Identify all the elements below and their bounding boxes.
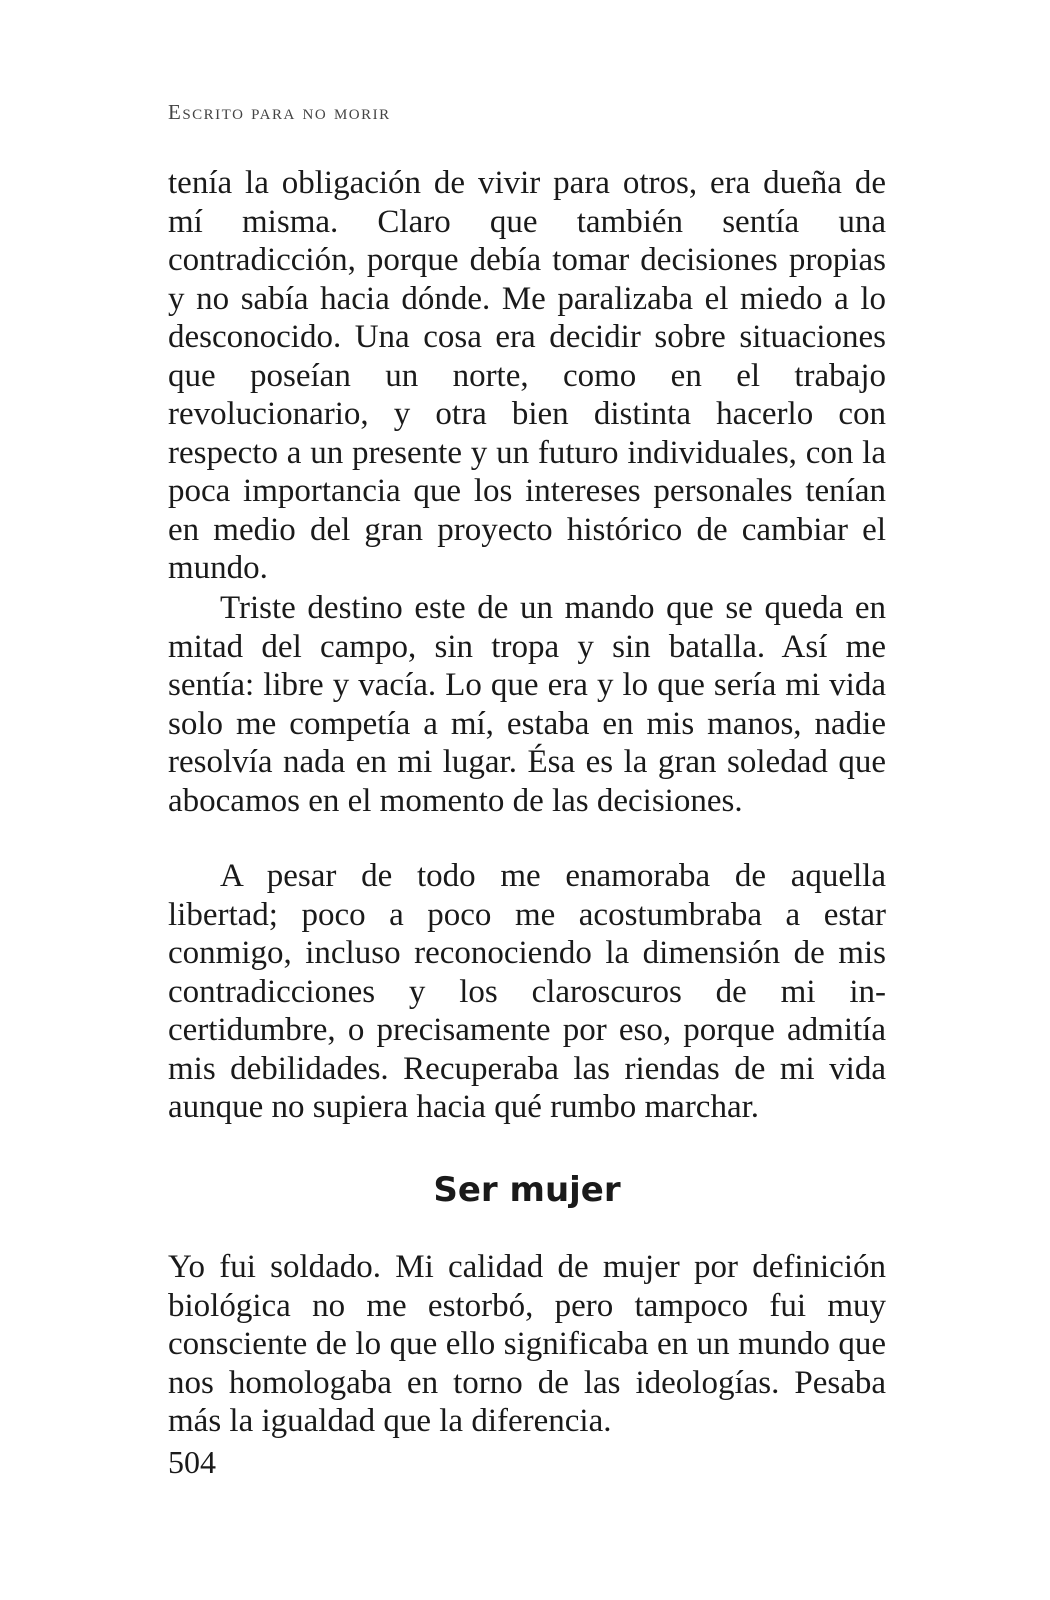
paragraph: Triste destino este de un mando que se queda en mitad del campo, sin tropa y sin batalla. Así me sentía: libre y vacía. Lo que era y lo que sería mi vida solo me competía a mí, estaba en mis manos, nadie resolvía nada en mi lugar. Ésa es la gran soledad que abocamos en el momento de las decisiones.	[168, 590, 886, 819]
paragraph: A pesar de todo me enamoraba de aquella libertad; poco a poco me acostumbraba a estar conmigo, incluso reconociendo la dimensión de mis contradicciones y los claroscuros de mi incertidumbre, o precisamente por eso, porque admitía mis debilidades. Recuperaba las riendas de mi vida aunque no supiera hacia qué rumbo marchar.	[168, 858, 886, 1125]
section-heading: Ser mujer	[433, 1170, 621, 1210]
paragraph: Yo fui soldado. Mi calidad de mujer por definición biológica no me estorbó, pero tampoco fui muy consciente de lo que ello significaba en un mundo que nos homologaba en torno de las ideologías. Pesaba más la igualdad que la diferencia.	[168, 1249, 886, 1439]
running-header: Escrito para no morir	[168, 100, 391, 124]
page-number: 504	[168, 1444, 216, 1480]
paragraph: tenía la obligación de vivir para otros, era dueña de mí misma. Claro que también sentía una contradicción, porque debía tomar decisiones propias y no sabía hacia dónde. Me paralizaba el miedo a lo desconocido. Una cosa era decidir sobre situaciones que poseían un norte, como en el trabajo revolucionario, y otra bien distinta hacerlo con respecto a un presente y un futuro individuales, con la poca importancia que los intereses personales tenían en medio del gran proyecto histórico de cambiar el mundo.	[168, 165, 886, 586]
